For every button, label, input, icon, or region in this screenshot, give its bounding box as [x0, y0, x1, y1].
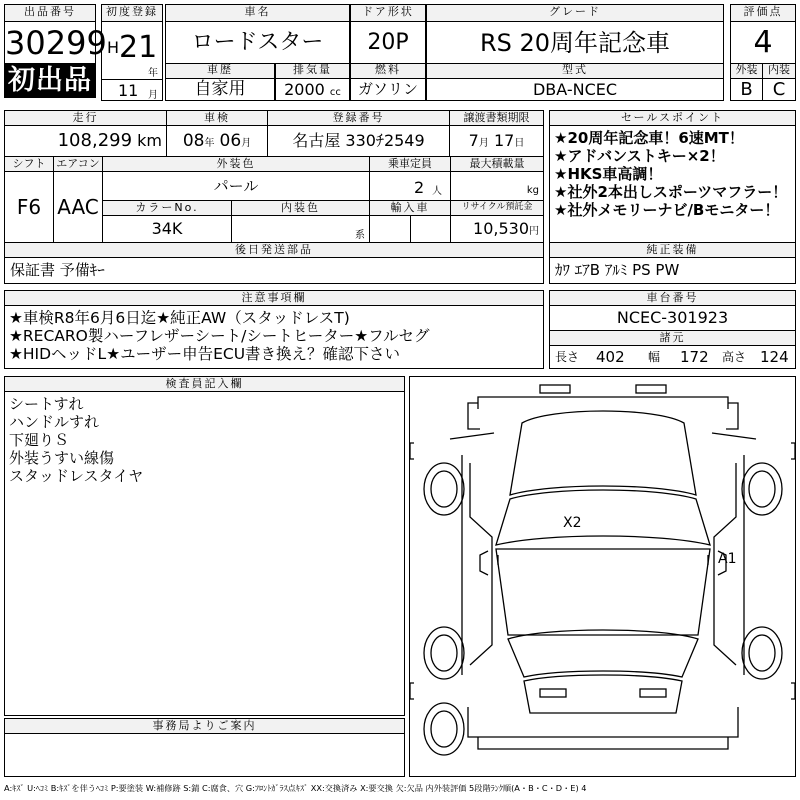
- interior-grade: C: [762, 78, 796, 101]
- legend: A:ｷｽﾞ U:ﾍｺﾐ B:ｷｽﾞを伴うﾍｺﾐ P:要塗装 W:補修跡 S:錆 C:腐食、穴 G:ﾌﾛﾝﾄｶﾞﾗｽ点ｷｽﾞ XX:交換済み X:要交換 欠:欠品 内外装評価 5段階ﾗﾝｸ順(A・B・C・D・E) 4: [4, 783, 587, 793]
- month-unit: 月: [148, 90, 158, 101]
- max-load: [450, 171, 544, 201]
- interior-color: [231, 215, 370, 243]
- registration-year: 21: [119, 30, 158, 65]
- sales-point: ★アドバンストキー×2！: [554, 147, 725, 165]
- transfer-month: 7: [468, 131, 479, 150]
- office-label: 事務局よりご案内: [4, 718, 405, 734]
- office-notes: [4, 733, 405, 777]
- import-box-1: [369, 215, 411, 243]
- score-label: 評価点: [730, 4, 796, 22]
- damage-mark-a1: A1: [718, 551, 737, 567]
- damage-mark-x2: X2: [563, 515, 582, 531]
- sales-point: ★社外2本出しスポーツマフラー！: [554, 183, 788, 201]
- equipment-label: 純正装備: [549, 242, 796, 258]
- interior-label: 内装: [762, 63, 796, 79]
- transfer-deadline-label: 譲渡書類期限: [449, 110, 544, 126]
- overall-score: 4: [730, 21, 796, 64]
- registration-number-label: 登録番号: [267, 110, 450, 126]
- recycle-label: リサイクル預託金: [450, 200, 544, 216]
- registration-era: H: [107, 38, 120, 57]
- year-unit: 年: [148, 68, 158, 79]
- note-line: ★車検R8年6月6日迄★純正AW（スタッドレスT): [9, 309, 350, 327]
- inspection-month: 06: [219, 131, 242, 151]
- interior-color-label: 内装色: [231, 200, 370, 216]
- lot-number-label: 出品番号: [4, 4, 96, 22]
- import-label: 輸入車: [369, 200, 451, 216]
- history-label: 車歴: [165, 63, 275, 79]
- inspector-line: スタッドレスタイヤ: [9, 467, 144, 485]
- first-registration-month: [101, 79, 163, 101]
- mileage-unit: km: [137, 131, 162, 150]
- width-value: 172: [680, 348, 709, 366]
- fuel-type: ガソリン: [350, 78, 426, 101]
- model-code: DBA-NCEC: [426, 78, 724, 101]
- damage-diagram-frame: [409, 376, 796, 777]
- capacity-value: 2: [414, 178, 425, 197]
- mileage-value: 108,299: [57, 130, 133, 151]
- length-label: 長さ: [555, 350, 580, 364]
- displacement-unit: cc: [329, 87, 341, 98]
- first-listing-badge: 初出品: [4, 64, 96, 98]
- sales-point: ★HKS車高調！: [554, 165, 663, 183]
- aircon-type: AAC: [53, 171, 103, 243]
- exterior-label: 外装: [730, 63, 763, 79]
- inspector-line: 下廻りＳ: [9, 431, 70, 449]
- height-label: 高さ: [722, 350, 747, 364]
- grade-label: グレード: [426, 4, 724, 22]
- vehicle-history: 自家用: [165, 78, 275, 101]
- exterior-color: パール: [102, 171, 370, 201]
- inspection-expiry: [166, 125, 268, 157]
- height-value: 124: [760, 348, 789, 366]
- lot-number: 30299: [4, 21, 96, 64]
- later-parts: 保証書 予備ｷｰ: [4, 257, 544, 284]
- shift-label: シフト: [4, 156, 54, 172]
- transfer-deadline: [449, 125, 544, 157]
- inspector-line: シートすれ: [9, 395, 84, 413]
- dimensions: [549, 345, 796, 369]
- fuel-label: 燃料: [350, 63, 426, 79]
- first-registration-label: 初度登録: [101, 4, 163, 22]
- interior-color-unit: 系: [355, 230, 365, 241]
- mileage-label: 走行: [4, 110, 167, 126]
- notes-label: 注意事項欄: [4, 290, 544, 306]
- dimensions-label: 諸元: [549, 330, 796, 346]
- mileage: [4, 125, 167, 157]
- exterior-grade: B: [730, 78, 763, 101]
- grade: RS 20周年記念車: [426, 21, 724, 64]
- inspector-line: 外装うすい線傷: [9, 449, 115, 467]
- transfer-day-unit: 日: [514, 138, 525, 149]
- recycle-fee: [450, 215, 544, 243]
- sales-points: [549, 125, 796, 243]
- car-name: ロードスター: [165, 21, 350, 64]
- notes: [4, 305, 544, 369]
- length-value: 402: [596, 348, 625, 366]
- displacement: [275, 78, 350, 101]
- shift-type: F6: [4, 171, 54, 243]
- color-number-label: カラーNo.: [102, 200, 232, 216]
- first-registration: [101, 21, 163, 80]
- inspection-year-unit: 年: [204, 138, 215, 149]
- transfer-day: 17: [493, 131, 515, 150]
- sales-points-label: セールスポイント: [549, 110, 796, 126]
- sales-point: ★20周年記念車！6速MT！: [554, 129, 744, 147]
- inspection-year: 08: [182, 131, 205, 151]
- capacity-unit: 人: [432, 186, 442, 197]
- capacity-label: 乗車定員: [369, 156, 451, 172]
- aircon-label: エアコン: [53, 156, 103, 172]
- registration-month: 11: [118, 81, 139, 100]
- door-label: ドア形状: [350, 4, 426, 22]
- inspector-notes: [4, 391, 405, 716]
- inspection-label: 車検: [166, 110, 268, 126]
- sales-point: ★社外メモリーナビ/Bモニター！: [554, 201, 780, 219]
- door-shape: 20P: [350, 21, 426, 64]
- car-body-diagram: [410, 377, 795, 776]
- max-load-unit: kg: [526, 185, 539, 196]
- width-label: 幅: [648, 350, 661, 364]
- transfer-month-unit: 月: [478, 138, 489, 149]
- max-load-label: 最大積載量: [450, 156, 544, 172]
- car-name-label: 車名: [165, 4, 350, 22]
- recycle-unit: 円: [529, 226, 539, 237]
- chassis-label: 車台番号: [549, 290, 796, 306]
- color-number: 34K: [102, 215, 232, 243]
- registration-number: 名古屋 330ﾁ2549: [267, 125, 450, 157]
- note-line: ★RECARO製ハーフレザーシート/シートヒーター★フルセグ: [9, 327, 430, 345]
- inspector-label: 検査員記入欄: [4, 376, 405, 392]
- chassis-number: NCEC-301923: [549, 305, 796, 331]
- inspection-month-unit: 月: [241, 138, 252, 149]
- import-box-2: [410, 215, 451, 243]
- later-parts-label: 後日発送部品: [4, 242, 544, 258]
- standard-equipment: ｶﾜ ｴｱB ｱﾙﾐ PS PW: [549, 257, 796, 284]
- recycle-value: 10,530: [473, 219, 529, 238]
- displacement-value: 2000: [284, 80, 325, 99]
- displacement-label: 排気量: [275, 63, 350, 79]
- inspector-line: ハンドルすれ: [9, 413, 100, 431]
- model-label: 型式: [426, 63, 724, 79]
- exterior-color-label: 外装色: [102, 156, 370, 172]
- note-line: ★HIDヘッドL★ユーザー申告ECU書き換え？確認下さい: [9, 345, 401, 363]
- seating-capacity: [369, 171, 451, 201]
